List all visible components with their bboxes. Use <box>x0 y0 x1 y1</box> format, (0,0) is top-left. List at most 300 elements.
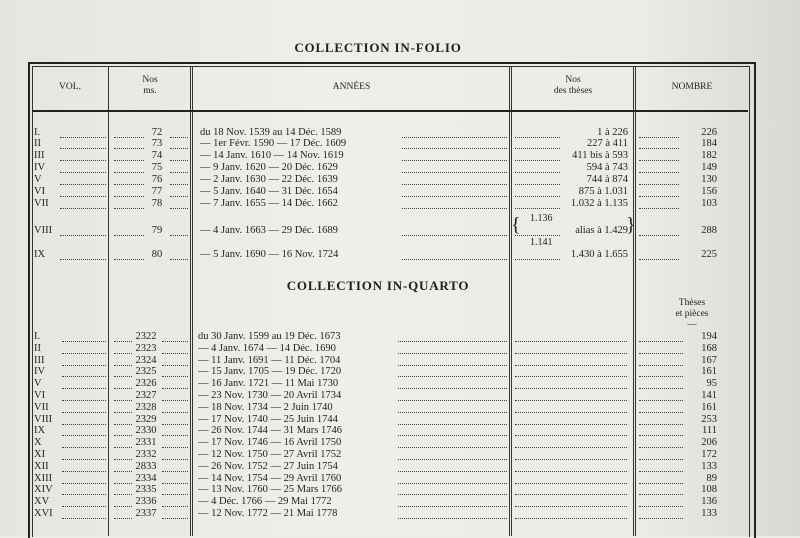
header-theses-word: Thèses <box>678 298 706 308</box>
dot-leader <box>60 188 106 197</box>
annees-cell: — 5 Janv. 1690 — 16 Nov. 1724 <box>200 249 339 260</box>
table-row <box>0 174 800 186</box>
table-row <box>0 378 800 390</box>
table-row <box>0 508 800 520</box>
dot-leader <box>639 416 683 425</box>
dot-leader <box>402 129 507 138</box>
dot-leader <box>639 357 683 366</box>
dot-leader <box>515 451 627 460</box>
nombre-cell: 253 <box>701 413 717 425</box>
dot-leader <box>60 129 106 138</box>
dot-leader <box>515 380 627 389</box>
theses-cell: 1 à 226 <box>597 127 628 138</box>
annees-cell: — 1er Févr. 1590 — 17 Déc. 1609 <box>200 138 347 149</box>
dot-leader <box>114 439 132 448</box>
dot-leader <box>639 333 683 342</box>
ms-cell: 2332 <box>135 449 157 460</box>
dot-leader <box>515 486 627 495</box>
dot-leader <box>62 333 106 342</box>
dot-leader <box>62 463 106 472</box>
dot-leader <box>62 439 106 448</box>
dot-leader <box>402 140 507 149</box>
dot-leader <box>114 463 132 472</box>
nombre-cell: 194 <box>701 331 717 342</box>
dot-leader <box>398 333 507 342</box>
dot-leader <box>170 200 188 209</box>
annees-cell: du 18 Nov. 1539 au 14 Déc. 1589 <box>200 127 342 138</box>
vol-cell: VI <box>34 186 46 197</box>
dot-leader <box>62 357 106 366</box>
vol-cell: VIII <box>34 225 53 236</box>
vol-cell: IV <box>34 162 46 173</box>
dot-leader <box>639 463 683 472</box>
dot-leader <box>639 451 683 460</box>
dot-leader <box>162 427 188 436</box>
dot-leader <box>114 152 144 161</box>
dot-leader <box>398 451 507 460</box>
annees-cell: du 30 Janv. 1599 au 19 Déc. 1673 <box>198 331 341 342</box>
ms-cell: 2322 <box>135 331 157 342</box>
dot-leader <box>515 176 560 185</box>
ms-cell: 2335 <box>135 484 157 496</box>
dot-leader <box>639 368 683 377</box>
dot-leader <box>170 188 188 197</box>
nombre-cell: 168 <box>701 342 717 354</box>
theses-cell: 227 à 411 <box>586 138 628 149</box>
ms-cell: 2324 <box>135 354 157 366</box>
dot-leader <box>114 368 132 377</box>
annees-cell: — 7 Janv. 1655 — 14 Déc. 1662 <box>200 198 338 209</box>
vol-cell: IX <box>34 425 46 437</box>
header-nos2-label: Nos <box>565 75 581 85</box>
left-brace: { <box>511 214 521 236</box>
dot-leader <box>114 129 144 138</box>
dot-leader <box>62 510 106 519</box>
dot-leader <box>114 498 132 507</box>
annees-cell: — 23 Nov. 1730 — 20 Avril 1734 <box>198 390 342 401</box>
dot-leader <box>170 152 188 161</box>
dot-leader <box>170 129 188 138</box>
vol-cell: V <box>34 378 42 390</box>
dot-leader <box>162 510 188 519</box>
dot-leader <box>402 164 507 173</box>
nombre-cell: 206 <box>701 437 717 449</box>
dot-leader <box>515 427 627 436</box>
dot-leader <box>398 404 507 413</box>
dot-leader <box>515 152 560 161</box>
table-row <box>0 414 800 426</box>
dot-leader <box>402 200 507 209</box>
dot-leader <box>639 486 683 495</box>
ms-cell: 75 <box>151 162 163 173</box>
vol-cell: I. <box>34 331 41 342</box>
dot-leader <box>515 368 627 377</box>
table-row <box>0 437 800 449</box>
vol-cell: IX <box>34 249 46 260</box>
annees-cell: — 12 Nov. 1772 — 21 Mai 1778 <box>198 508 338 519</box>
dot-leader <box>398 498 507 507</box>
dot-leader <box>114 227 144 236</box>
annees-cell: — 4 Janv. 1674 — 14 Déc. 1690 <box>198 342 336 354</box>
dot-leader <box>170 164 188 173</box>
dot-leader <box>639 510 683 519</box>
dot-leader <box>639 498 683 507</box>
ms-cell: 2337 <box>135 508 157 519</box>
dot-leader <box>639 439 683 448</box>
dot-leader <box>162 368 188 377</box>
dot-leader <box>515 188 560 197</box>
dot-leader <box>114 427 132 436</box>
ms-cell: 2334 <box>135 472 157 484</box>
nombre-cell: 103 <box>701 198 717 209</box>
table-row <box>0 162 800 174</box>
dot-leader <box>114 486 132 495</box>
dot-leader <box>639 251 679 260</box>
dot-leader <box>515 129 560 138</box>
dot-leader <box>639 404 683 413</box>
annees-cell: — 13 Nov. 1760 — 25 Mars 1766 <box>198 484 342 496</box>
dot-leader <box>639 227 679 236</box>
theses-cell: 411 bis à 593 <box>572 150 628 161</box>
dot-leader <box>62 404 106 413</box>
annees-cell: — 14 Janv. 1610 — 14 Nov. 1619 <box>200 150 344 161</box>
header-dash: — <box>687 320 697 330</box>
vol-cell: VIII <box>34 413 53 425</box>
header-nos-ms <box>110 75 190 97</box>
table-row <box>0 366 800 378</box>
nombre-cell: 108 <box>701 484 717 496</box>
dot-leader <box>515 227 560 236</box>
annees-cell: — 9 Janv. 1620 — 20 Déc. 1629 <box>200 162 338 173</box>
vol-cell: VII <box>34 401 49 413</box>
annees-cell: — 17 Nov. 1740 — 25 Juin 1744 <box>198 413 338 425</box>
vol-cell: X <box>34 437 42 449</box>
ms-cell: 2325 <box>135 366 157 378</box>
vol-cell: V <box>34 174 42 185</box>
header-vol: VOL. <box>59 82 81 92</box>
nombre-cell: 226 <box>701 127 717 138</box>
dot-leader <box>515 510 627 519</box>
dot-leader <box>170 251 188 260</box>
header-theses-label: des thèses <box>553 86 593 96</box>
dot-leader <box>114 451 132 460</box>
dot-leader <box>515 498 627 507</box>
dot-leader <box>60 164 106 173</box>
vol-cell: IV <box>34 366 46 378</box>
dot-leader <box>114 164 144 173</box>
dot-leader <box>515 164 560 173</box>
dot-leader <box>114 510 132 519</box>
dot-leader <box>639 176 679 185</box>
nombre-cell: 95 <box>706 378 717 390</box>
table-row <box>0 138 800 150</box>
dot-leader <box>162 451 188 460</box>
dot-leader <box>639 345 683 354</box>
dot-leader <box>515 416 627 425</box>
annees-cell: — 18 Nov. 1734 — 2 Juin 1740 <box>198 401 333 413</box>
dot-leader <box>515 333 627 342</box>
vol-cell: I. <box>34 127 41 138</box>
dot-leader <box>60 140 106 149</box>
dot-leader <box>170 227 188 236</box>
ms-cell: 80 <box>151 249 163 260</box>
theses-cell: 1.430 à 1.655 <box>570 249 628 260</box>
table-row <box>0 484 800 496</box>
dot-leader <box>60 200 106 209</box>
dot-leader <box>639 200 679 209</box>
dot-leader <box>114 416 132 425</box>
ms-cell: 73 <box>151 138 163 149</box>
vol-cell: VI <box>34 390 46 401</box>
nombre-cell: 136 <box>701 496 717 508</box>
dot-leader <box>515 140 560 149</box>
theses-top-cell: 1.136 <box>530 213 553 224</box>
dot-leader <box>62 427 106 436</box>
table-row <box>0 225 800 237</box>
dot-leader <box>60 176 106 185</box>
dot-leader <box>62 416 106 425</box>
title-quarto: COLLECTION IN-QUARTO <box>286 278 470 293</box>
table-row <box>0 343 800 355</box>
dot-leader <box>114 188 144 197</box>
dot-leader <box>62 475 106 484</box>
theses-cell: 1.032 à 1.135 <box>570 198 628 209</box>
dot-leader <box>515 404 627 413</box>
header-nos-theses <box>513 75 633 97</box>
table-row <box>0 461 800 473</box>
dot-leader <box>515 439 627 448</box>
dot-leader <box>62 345 106 354</box>
nombre-cell: 288 <box>701 225 717 236</box>
dot-leader <box>515 345 627 354</box>
dot-leader <box>114 392 132 401</box>
ms-cell: 77 <box>151 186 163 197</box>
theses-cell: 744 à 874 <box>586 174 628 185</box>
dot-leader <box>398 345 507 354</box>
header-nos-label: Nos <box>142 75 158 85</box>
nombre-cell: 156 <box>701 186 717 197</box>
ms-cell: 2328 <box>135 401 157 413</box>
dot-leader <box>162 416 188 425</box>
table-row <box>0 425 800 437</box>
annees-cell: — 5 Janv. 1640 — 31 Déc. 1654 <box>200 186 338 197</box>
right-brace: } <box>626 214 636 236</box>
dot-leader <box>162 404 188 413</box>
dot-leader <box>62 380 106 389</box>
dot-leader <box>402 152 507 161</box>
theses-cell: 875 à 1.031 <box>578 186 628 197</box>
annees-cell: — 26 Nov. 1752 — 27 Juin 1754 <box>198 460 338 472</box>
nombre-cell: 161 <box>701 401 717 413</box>
dot-leader <box>62 451 106 460</box>
ms-cell: 2329 <box>135 413 157 425</box>
dot-leader <box>398 416 507 425</box>
table-row <box>0 186 800 198</box>
ms-cell: 78 <box>151 198 163 209</box>
dot-leader <box>398 380 507 389</box>
dot-leader <box>398 368 507 377</box>
dot-leader <box>162 392 188 401</box>
dot-leader <box>162 486 188 495</box>
header-pieces-word: et pièces <box>675 309 709 319</box>
table-row <box>0 449 800 461</box>
ms-cell: 2327 <box>135 390 157 401</box>
nombre-cell: 130 <box>701 174 717 185</box>
table-row <box>0 249 800 261</box>
dot-leader <box>114 475 132 484</box>
annees-cell: — 11 Janv. 1691 — 11 Déc. 1704 <box>198 354 341 366</box>
dot-leader <box>114 251 144 260</box>
dot-leader <box>162 463 188 472</box>
dot-leader <box>60 227 106 236</box>
dot-leader <box>60 152 106 161</box>
annees-cell: — 26 Nov. 1744 — 31 Mars 1746 <box>198 425 342 437</box>
dot-leader <box>515 357 627 366</box>
table-row <box>0 390 800 402</box>
annees-cell: — 12 Nov. 1750 — 27 Avril 1752 <box>198 449 342 460</box>
theses-bottom-cell: 1.141 <box>530 237 553 248</box>
vol-cell: II <box>34 342 41 354</box>
table-row <box>0 331 800 343</box>
dot-leader <box>114 140 144 149</box>
table-row <box>0 150 800 162</box>
ms-cell: 72 <box>151 127 163 138</box>
dot-leader <box>515 200 560 209</box>
table-row <box>0 355 800 367</box>
dot-leader <box>515 392 627 401</box>
dot-leader <box>62 498 106 507</box>
dot-leader <box>62 368 106 377</box>
dot-leader <box>60 251 106 260</box>
dot-leader <box>114 176 144 185</box>
header-annees: ANNÉES <box>332 82 371 92</box>
dot-leader <box>639 427 683 436</box>
nombre-cell: 149 <box>701 162 717 173</box>
dot-leader <box>398 357 507 366</box>
ms-cell: 2331 <box>135 437 157 449</box>
dot-leader <box>398 475 507 484</box>
ms-cell: 2833 <box>135 460 157 472</box>
annees-cell: — 17 Nov. 1746 — 16 Avril 1750 <box>198 437 342 449</box>
dot-leader <box>402 176 507 185</box>
vol-cell: III <box>34 150 45 161</box>
header-ms-label: ms. <box>143 86 157 96</box>
dot-leader <box>402 227 507 236</box>
ms-cell: 2323 <box>135 342 157 354</box>
ms-cell: 79 <box>151 225 163 236</box>
dot-leader <box>398 510 507 519</box>
dot-leader <box>162 345 188 354</box>
dot-leader <box>515 463 627 472</box>
dot-leader <box>639 164 679 173</box>
dot-leader <box>62 392 106 401</box>
dot-leader <box>170 140 188 149</box>
dot-leader <box>114 345 132 354</box>
table-row <box>0 198 800 210</box>
dot-leader <box>162 357 188 366</box>
vol-cell: XVI <box>34 508 53 519</box>
dot-leader <box>162 475 188 484</box>
title-folio: COLLECTION IN-FOLIO <box>294 40 462 55</box>
nombre-cell: 133 <box>701 460 717 472</box>
vol-cell: II <box>34 138 41 149</box>
dot-leader <box>639 140 679 149</box>
table-row <box>0 496 800 508</box>
vol-cell: XIV <box>34 484 53 496</box>
nombre-cell: 172 <box>701 449 717 460</box>
dot-leader <box>398 463 507 472</box>
table-row <box>0 473 800 485</box>
dot-leader <box>639 188 679 197</box>
ms-cell: 76 <box>151 174 163 185</box>
header-rule <box>32 110 748 112</box>
dot-leader <box>398 427 507 436</box>
theses-cell: alias à 1.429 <box>575 225 628 236</box>
dot-leader <box>162 333 188 342</box>
dot-leader <box>402 188 507 197</box>
dot-leader <box>114 200 144 209</box>
theses-cell: 594 à 743 <box>586 162 628 173</box>
nombre-cell: 161 <box>701 366 717 378</box>
nombre-cell: 141 <box>701 390 717 401</box>
dot-leader <box>402 251 507 260</box>
dot-leader <box>398 439 507 448</box>
nombre-cell: 225 <box>701 249 717 260</box>
vol-cell: XV <box>34 496 50 508</box>
annees-cell: — 15 Janv. 1705 — 19 Déc. 1720 <box>198 366 342 378</box>
dot-leader <box>114 333 132 342</box>
nombre-cell: 182 <box>701 150 717 161</box>
annees-cell: — 14 Nov. 1754 — 29 Avril 1760 <box>198 472 342 484</box>
ms-cell: 74 <box>151 150 163 161</box>
dot-leader <box>639 129 679 138</box>
nombre-cell: 167 <box>701 354 717 366</box>
ms-cell: 2326 <box>135 378 157 390</box>
dot-leader <box>114 404 132 413</box>
nombre-cell: 111 <box>702 425 717 437</box>
table-row <box>0 402 800 414</box>
nombre-cell: 133 <box>701 508 717 519</box>
dot-leader <box>398 392 507 401</box>
annees-cell: — 2 Janv. 1630 — 22 Déc. 1639 <box>200 174 338 185</box>
vol-cell: XIII <box>34 472 53 484</box>
dot-leader <box>114 380 132 389</box>
vol-cell: XI <box>34 449 46 460</box>
dot-leader <box>639 152 679 161</box>
annees-cell: — 4 Janv. 1663 — 29 Déc. 1689 <box>200 225 338 236</box>
dot-leader <box>170 176 188 185</box>
nombre-cell: 184 <box>701 138 717 149</box>
dot-leader <box>639 380 683 389</box>
header-nombre: NOMBRE <box>671 82 713 92</box>
ms-cell: 2330 <box>135 425 157 437</box>
vol-cell: XII <box>34 460 49 472</box>
dot-leader <box>114 357 132 366</box>
dot-leader <box>515 475 627 484</box>
nombre-cell: 89 <box>706 472 717 484</box>
header-theses-pieces <box>637 298 747 331</box>
dot-leader <box>162 380 188 389</box>
dot-leader <box>62 486 106 495</box>
vol-cell: III <box>34 354 45 366</box>
annees-cell: — 16 Janv. 1721 — 11 Mai 1730 <box>198 378 339 390</box>
dot-leader <box>398 486 507 495</box>
vol-cell: VII <box>34 198 49 209</box>
dot-leader <box>162 498 188 507</box>
ms-cell: 2336 <box>135 496 157 508</box>
dot-leader <box>639 392 683 401</box>
dot-leader <box>515 251 560 260</box>
